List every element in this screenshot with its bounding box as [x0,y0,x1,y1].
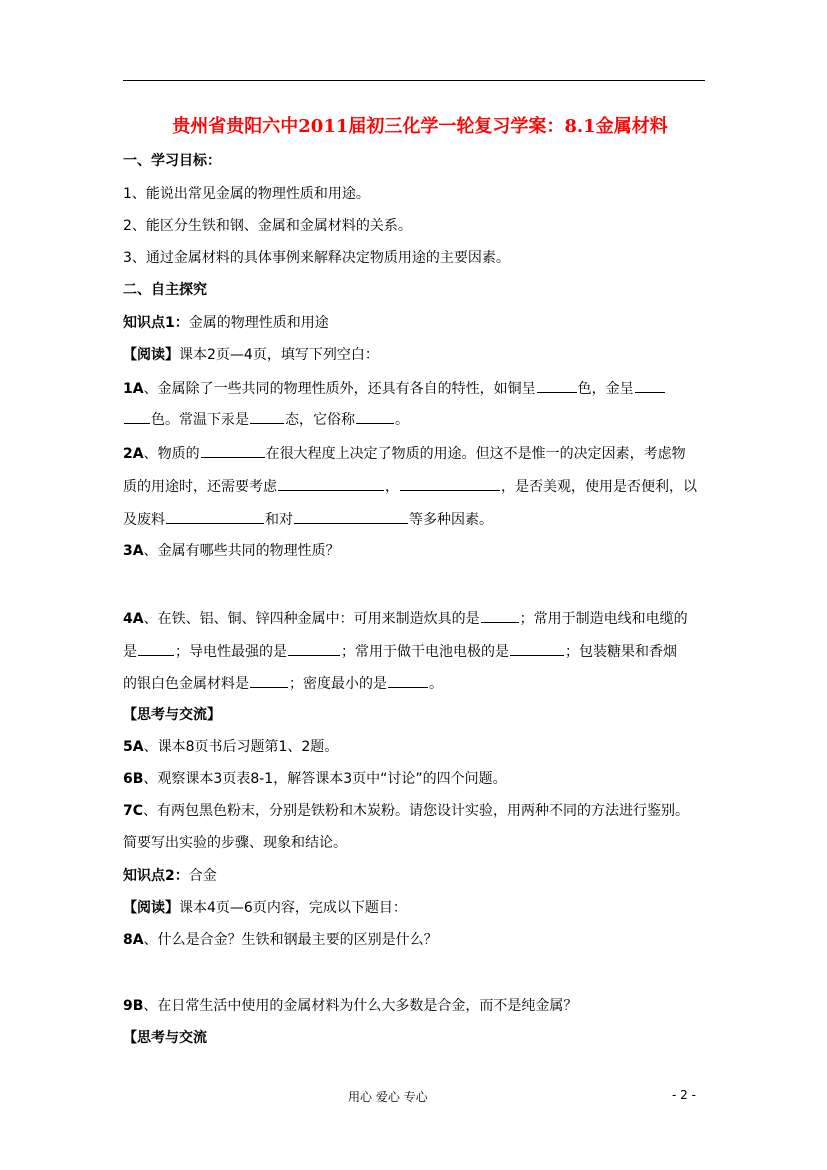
section-heading-explore: 二、自主探究 [123,282,207,298]
footer-motto: 用心 爱心 专心 [348,1090,428,1104]
question-text: 、有两包黑色粉末，分别是铁粉和木炭粉。请您设计实验，用两种不同的方法进行鉴别。 [143,803,690,819]
goal-item: 1、能说出常见金属的物理性质和用途。 [123,186,370,202]
fill-blank[interactable] [400,476,500,491]
fill-blank[interactable] [356,409,394,424]
question-text: ；包装糖果和香烟 [565,644,677,660]
question-text: 、物质的 [143,446,200,462]
document-title: 贵州省贵阳六中2011届初三化学一轮复习学案：8.1金属材料 [172,116,668,137]
kp-label: 知识点1： [123,315,189,331]
think-and-discuss-heading-2: 【思考与交流 [123,1030,207,1046]
fill-blank[interactable] [250,409,284,424]
fill-blank[interactable] [138,641,174,656]
kp-label: 知识点2： [123,868,189,884]
fill-blank[interactable] [166,509,264,524]
question-9 [123,996,577,1016]
question-text: 色，金呈 [577,381,634,397]
question-text: 等多种因素。 [409,512,493,528]
kp-text: 合金 [188,868,217,884]
fill-blank[interactable] [537,378,577,393]
question-text: ；常用于制造电线和电缆的 [519,611,688,627]
reading-text: 课本2页—4页，填写下列空白： [179,347,379,363]
knowledge-point-2 [123,866,217,886]
fill-blank[interactable] [278,476,384,491]
question-4-line-3 [123,673,443,694]
fill-blank[interactable] [201,443,265,458]
question-text: 质的用途时，还需要考虑 [123,479,277,495]
goal-item: 2、能区分生铁和钢、金属和金属材料的关系。 [123,218,412,234]
fill-blank[interactable] [124,409,150,424]
fill-blank[interactable] [510,641,564,656]
kp-text: 金属的物理性质和用途 [188,315,329,331]
fill-blank[interactable] [388,673,428,688]
fill-blank[interactable] [635,378,665,393]
question-number: 1A [123,381,144,397]
question-number: 8A [123,932,144,948]
reading-text: 课本4页—6页内容，完成以下题目： [179,900,407,916]
question-text: 色。常温下汞是 [151,412,249,428]
question-number: 2A [123,446,144,462]
section-heading-goals: 一、学习目标： [123,153,221,169]
question-text: ， [385,479,399,495]
reading-label: 【阅读】 [123,347,179,363]
question-8 [123,930,438,950]
question-1-line-1 [123,378,666,399]
question-text: 是 [123,644,137,660]
page-number: - 2 - [672,1088,696,1102]
question-text: 。 [429,676,443,692]
question-text: 在很大程度上决定了物质的用途。但这不是惟一的决定因素，考虑物 [265,446,686,462]
goal-item: 3、通过金属材料的具体事例来解释决定物质用途的主要因素。 [123,250,510,266]
question-4-line-2 [123,641,677,662]
question-text: ；密度最小的是 [289,676,387,692]
question-text: 、课本8页书后习题第1、2题。 [143,739,339,755]
question-text: 态，它俗称 [285,412,355,428]
fill-blank[interactable] [288,641,340,656]
question-7-line-1 [123,801,689,821]
reading-instruction-2 [123,898,407,918]
question-text: 、观察课本3页表8-1，解答课本3页中“讨论”的四个问题。 [143,771,507,787]
question-text: 、金属有哪些共同的物理性质？ [143,543,340,559]
question-text: ；导电性最强的是 [175,644,287,660]
question-text: 、在日常生活中使用的金属材料为什么大多数是合金，而不是纯金属？ [143,998,578,1014]
question-7-line-2: 简要写出实验的步骤、现象和结论。 [123,835,347,851]
question-text: ，是否美观，使用是否便利，以 [501,479,697,495]
question-number: 4A [123,611,144,627]
header-rule [123,80,705,81]
question-number: 3A [123,543,144,559]
reading-instruction-1 [123,345,379,365]
question-5 [123,737,338,757]
fill-blank[interactable] [294,509,408,524]
question-6 [123,769,507,789]
question-text: 和对 [265,512,293,528]
question-number: 7C [123,803,144,819]
fill-blank[interactable] [250,673,288,688]
question-2-line-3 [123,509,493,530]
question-text: ；常用于做干电池电极的是 [341,644,509,660]
question-text: 、金属除了一些共同的物理性质外，还具有各自的特性，如铜呈 [143,381,536,397]
think-and-discuss-heading: 【思考与交流】 [123,707,221,723]
question-number: 5A [123,739,144,755]
question-3 [123,541,340,561]
reading-label: 【阅读】 [123,900,179,916]
question-text: 及废料 [123,512,165,528]
question-2-line-2 [123,476,697,497]
question-number: 6B [123,771,144,787]
knowledge-point-1 [123,313,329,333]
question-text: 的银白色金属材料是 [123,676,249,692]
question-text: 、在铁、铝、铜、锌四种金属中：可用来制造炊具的是 [143,611,480,627]
question-4-line-1 [123,608,688,629]
fill-blank[interactable] [481,608,519,623]
question-2-line-1 [123,443,686,464]
question-text: 。 [395,412,409,428]
question-text: 、什么是合金？生铁和钢最主要的区别是什么？ [143,932,438,948]
question-1-line-2 [123,409,409,430]
question-number: 9B [123,998,144,1014]
